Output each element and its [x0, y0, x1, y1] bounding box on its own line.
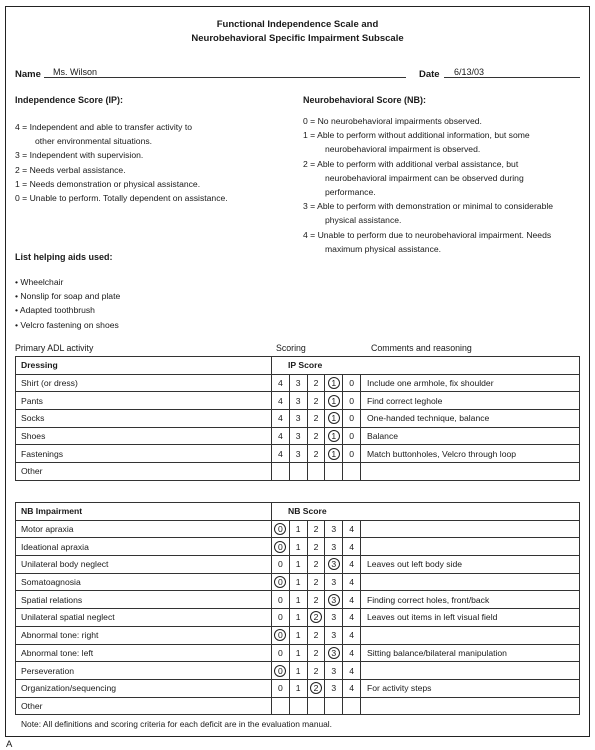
- activity-cell: Abnormal tone: right: [16, 626, 272, 644]
- score-cell: [343, 697, 361, 715]
- comment-cell: [360, 463, 579, 481]
- score-number: 3: [331, 630, 337, 641]
- score-number: 2: [313, 541, 319, 552]
- score-cell: [307, 591, 325, 609]
- score-cell: [343, 662, 361, 680]
- figure-label: A: [6, 739, 13, 750]
- score-cell: [307, 573, 325, 591]
- score-cell: [325, 392, 343, 410]
- ip-line: 1 = Needs demonstration or physical assistance.: [15, 178, 201, 189]
- section-label: Dressing: [16, 357, 272, 375]
- table-row: [16, 679, 580, 697]
- score-number: 2: [313, 413, 319, 424]
- table-row: [16, 520, 580, 538]
- score-cell: [325, 445, 343, 463]
- activity-cell: Ideational apraxia: [16, 538, 272, 556]
- circled-score: 1: [328, 412, 340, 424]
- table-row: [16, 392, 580, 410]
- circled-score: 0: [274, 541, 286, 553]
- score-number: 0: [278, 647, 283, 658]
- score-cell: [289, 591, 307, 609]
- aids-heading: List helping aids used:: [15, 252, 113, 262]
- table-row: [16, 626, 580, 644]
- score-cell: [343, 609, 361, 627]
- score-cell: [289, 697, 307, 715]
- score-cell: [307, 556, 325, 574]
- score-number: 3: [331, 612, 337, 623]
- circled-score: 1: [328, 395, 340, 407]
- score-column-label: IP Score: [272, 357, 580, 375]
- score-number: 3: [331, 577, 337, 588]
- score-cell: [272, 520, 290, 538]
- score-number: 4: [349, 683, 354, 694]
- score-number: 2: [313, 448, 319, 459]
- score-number: 4: [349, 577, 354, 588]
- score-cell: [343, 463, 361, 481]
- score-cell: [325, 538, 343, 556]
- score-cell: [325, 591, 343, 609]
- activity-cell: Spatial relations: [16, 591, 272, 609]
- circled-score: 2: [310, 611, 322, 623]
- score-cell: [325, 609, 343, 627]
- score-number: 4: [349, 559, 354, 570]
- table-row: [16, 609, 580, 627]
- score-cell: [289, 427, 307, 445]
- circled-score: 0: [274, 665, 286, 677]
- aid-item: • Nonslip for soap and plate: [15, 291, 121, 302]
- score-cell: [343, 626, 361, 644]
- score-number: 0: [278, 612, 283, 623]
- section-label: NB Impairment: [16, 503, 272, 521]
- comment-cell: One-handed technique, balance: [360, 410, 579, 428]
- comment-cell: Sitting balance/bilateral manipulation: [360, 644, 579, 662]
- table-header-row: [16, 503, 580, 521]
- score-cell: [272, 427, 290, 445]
- aids-list: [15, 275, 120, 332]
- comment-cell: Balance: [360, 427, 579, 445]
- circled-score: 1: [328, 377, 340, 389]
- score-cell: [343, 392, 361, 410]
- score-number: 2: [313, 630, 319, 641]
- score-number: 2: [313, 378, 319, 389]
- score-cell: [343, 573, 361, 591]
- table-row: [16, 463, 580, 481]
- comment-cell: [360, 538, 579, 556]
- table-row: [16, 410, 580, 428]
- score-number: 3: [295, 448, 301, 459]
- score-number: 1: [295, 594, 301, 605]
- circled-score: 3: [328, 647, 340, 659]
- table-row: [16, 662, 580, 680]
- score-cell: [307, 662, 325, 680]
- comment-cell: Include one armhole, fix shoulder: [360, 374, 579, 392]
- comment-cell: [360, 662, 579, 680]
- nb-line: 4 = Unable to perform due to neurobehavioral impairment. Needs: [303, 229, 552, 240]
- ip-line: 4 = Independent and able to transfer activity to: [15, 122, 193, 132]
- table-row: [16, 556, 580, 574]
- score-cell: [343, 410, 361, 428]
- score-number: 3: [295, 378, 301, 389]
- table-row: [16, 427, 580, 445]
- score-number: 3: [331, 541, 337, 552]
- circled-score: 0: [274, 576, 286, 588]
- activity-cell: Somatoagnosia: [16, 573, 272, 591]
- score-cell: [307, 445, 325, 463]
- score-cell: [343, 644, 361, 662]
- evaluation-note: Note: All definitions and scoring criteria for each deficit are in the evaluation manual.: [21, 719, 332, 729]
- score-cell: [325, 556, 343, 574]
- ip-line: 0 = Unable to perform. Totally dependent on assistance.: [15, 193, 228, 204]
- circled-score: 0: [274, 629, 286, 641]
- score-cell: [289, 556, 307, 574]
- nb-line: 2 = Able to perform with additional verbal assistance, but: [303, 158, 519, 169]
- table-header-row: [16, 357, 580, 375]
- score-number: 4: [349, 612, 354, 623]
- table-row: [16, 573, 580, 591]
- score-cell: [325, 427, 343, 445]
- score-number: 3: [295, 431, 301, 442]
- nb-line: 0 = No neurobehavioral impairments observed.: [303, 116, 482, 126]
- activity-cell: Motor apraxia: [16, 520, 272, 538]
- circled-score: 1: [328, 430, 340, 442]
- score-number: 4: [278, 448, 283, 459]
- score-number: 4: [349, 524, 354, 535]
- table-row: [16, 644, 580, 662]
- score-number: 0: [349, 431, 354, 442]
- score-number: 1: [295, 647, 301, 658]
- score-cell: [307, 392, 325, 410]
- comment-cell: For activity steps: [360, 679, 579, 697]
- score-number: 3: [331, 683, 337, 694]
- activity-cell: Unilateral body neglect: [16, 556, 272, 574]
- score-number: 3: [331, 524, 337, 535]
- name-value: Ms. Wilson: [53, 67, 98, 77]
- activity-cell: Pants: [16, 392, 272, 410]
- form-title-line2: Neurobehavioral Specific Impairment Subscale: [191, 33, 404, 44]
- score-number: 1: [295, 559, 301, 570]
- score-cell: [343, 427, 361, 445]
- comment-cell: Finding correct holes, front/back: [360, 591, 579, 609]
- circled-score: 0: [274, 523, 286, 535]
- score-number: 2: [313, 665, 319, 676]
- score-number: 3: [295, 395, 301, 406]
- score-number: 1: [295, 577, 301, 588]
- name-underline: [44, 77, 406, 78]
- score-cell: [325, 463, 343, 481]
- activity-cell: Unilateral spatial neglect: [16, 609, 272, 627]
- comment-cell: [360, 520, 579, 538]
- score-cell: [325, 697, 343, 715]
- score-cell: [325, 520, 343, 538]
- score-cell: [272, 556, 290, 574]
- score-number: 0: [349, 413, 354, 424]
- activity-cell: Fastenings: [16, 445, 272, 463]
- nb-line: performance.: [325, 187, 376, 198]
- score-cell: [272, 538, 290, 556]
- score-cell: [343, 538, 361, 556]
- score-number: 2: [313, 395, 319, 406]
- aid-item: • Velcro fastening on shoes: [15, 319, 119, 330]
- score-number: 0: [278, 683, 283, 694]
- name-label: Name: [15, 69, 41, 80]
- score-number: 0: [349, 378, 354, 389]
- score-cell: [272, 591, 290, 609]
- circled-score: 3: [328, 558, 340, 570]
- score-cell: [325, 374, 343, 392]
- score-cell: [343, 556, 361, 574]
- ip-heading: Independence Score (IP):: [15, 95, 124, 105]
- score-number: 1: [295, 524, 301, 535]
- score-number: 1: [295, 630, 301, 641]
- score-cell: [272, 697, 290, 715]
- nb-heading: Neurobehavioral Score (NB):: [303, 95, 427, 105]
- score-number: 2: [313, 647, 319, 658]
- date-underline: [444, 77, 580, 78]
- score-cell: [307, 463, 325, 481]
- score-number: 0: [349, 448, 354, 459]
- score-cell: [289, 410, 307, 428]
- score-cell: [289, 609, 307, 627]
- score-cell: [289, 392, 307, 410]
- score-number: 4: [349, 665, 354, 676]
- score-number: 4: [278, 395, 283, 406]
- activity-cell: Shirt (or dress): [16, 374, 272, 392]
- table-row: [16, 697, 580, 715]
- score-cell: [289, 463, 307, 481]
- nb-line: maximum physical assistance.: [325, 243, 442, 254]
- score-number: 4: [349, 541, 354, 552]
- score-number: 0: [278, 559, 283, 570]
- score-number: 1: [295, 612, 301, 623]
- nb-line: physical assistance.: [325, 215, 402, 226]
- circled-score: 2: [310, 682, 322, 694]
- table-row: [16, 445, 580, 463]
- ip-line: 3 = Independent with supervision.: [15, 150, 144, 161]
- score-cell: [307, 626, 325, 644]
- score-cell: [289, 538, 307, 556]
- score-cell: [272, 679, 290, 697]
- score-cell: [272, 410, 290, 428]
- score-cell: [343, 374, 361, 392]
- date-label: Date: [419, 69, 440, 80]
- score-number: 1: [295, 541, 301, 552]
- score-cell: [307, 374, 325, 392]
- score-cell: [307, 427, 325, 445]
- score-number: 0: [278, 594, 283, 605]
- score-cell: [325, 410, 343, 428]
- score-cell: [343, 445, 361, 463]
- score-column-label: NB Score: [272, 503, 580, 521]
- activity-cell: Shoes: [16, 427, 272, 445]
- dressing-score-table: [15, 356, 580, 481]
- score-cell: [307, 538, 325, 556]
- score-cell: [272, 573, 290, 591]
- score-number: 0: [349, 395, 354, 406]
- score-cell: [343, 591, 361, 609]
- score-cell: [307, 520, 325, 538]
- nb-impairment-table: [15, 502, 580, 715]
- score-number: 3: [331, 665, 337, 676]
- col-header-activity: Primary ADL activity: [15, 343, 94, 353]
- circled-score: 1: [328, 448, 340, 460]
- score-number: 4: [349, 647, 354, 658]
- nb-line: 1 = Able to perform without additional information, but some: [303, 130, 530, 141]
- activity-cell: Perseveration: [16, 662, 272, 680]
- comment-cell: Match buttonholes, Velcro through loop: [360, 445, 579, 463]
- score-cell: [272, 626, 290, 644]
- score-cell: [307, 410, 325, 428]
- form-title-line1: Functional Independence Scale and: [216, 19, 379, 30]
- activity-cell: Abnormal tone: left: [16, 644, 272, 662]
- score-cell: [325, 662, 343, 680]
- score-cell: [325, 626, 343, 644]
- score-number: 4: [278, 431, 283, 442]
- score-cell: [272, 609, 290, 627]
- table-row: [16, 591, 580, 609]
- score-cell: [272, 374, 290, 392]
- score-number: 2: [313, 559, 319, 570]
- score-cell: [289, 374, 307, 392]
- score-number: 4: [349, 594, 354, 605]
- score-cell: [307, 609, 325, 627]
- score-cell: [325, 679, 343, 697]
- score-cell: [272, 463, 290, 481]
- score-number: 4: [278, 378, 283, 389]
- nb-definitions: [303, 114, 553, 256]
- aid-item: • Wheelchair: [15, 277, 64, 287]
- ip-line: other environmental situations.: [35, 136, 153, 147]
- score-cell: [325, 644, 343, 662]
- comment-cell: Leaves out items in left visual field: [360, 609, 579, 627]
- comment-cell: Leaves out left body side: [360, 556, 579, 574]
- activity-cell: Organization/sequencing: [16, 679, 272, 697]
- circled-score: 3: [328, 594, 340, 606]
- score-cell: [289, 644, 307, 662]
- score-cell: [289, 520, 307, 538]
- score-number: 2: [313, 577, 319, 588]
- aid-item: • Adapted toothbrush: [15, 305, 95, 316]
- ip-definitions: [15, 120, 228, 205]
- score-cell: [343, 679, 361, 697]
- score-number: 1: [295, 683, 301, 694]
- score-number: 2: [313, 524, 319, 535]
- score-cell: [343, 520, 361, 538]
- nb-line: neurobehavioral impairment can be observed during: [325, 172, 524, 183]
- score-cell: [289, 573, 307, 591]
- col-header-scoring: Scoring: [276, 343, 306, 353]
- nb-line: neurobehavioral impairment is observed.: [325, 144, 481, 155]
- score-cell: [272, 644, 290, 662]
- col-header-comments: Comments and reasoning: [371, 343, 472, 353]
- score-cell: [289, 626, 307, 644]
- activity-cell: Socks: [16, 410, 272, 428]
- activity-cell: Other: [16, 697, 272, 715]
- score-cell: [307, 697, 325, 715]
- score-number: 2: [313, 431, 319, 442]
- table-row: [16, 374, 580, 392]
- score-number: 1: [295, 665, 301, 676]
- comment-cell: [360, 626, 579, 644]
- nb-line: 3 = Able to perform with demonstration or minimal to considerable: [303, 201, 554, 212]
- score-cell: [272, 445, 290, 463]
- score-cell: [325, 573, 343, 591]
- table-row: [16, 538, 580, 556]
- score-cell: [289, 662, 307, 680]
- score-number: 3: [295, 413, 301, 424]
- score-cell: [272, 392, 290, 410]
- score-number: 4: [349, 630, 354, 641]
- comment-cell: [360, 573, 579, 591]
- score-cell: [272, 662, 290, 680]
- comment-cell: [360, 697, 579, 715]
- score-cell: [289, 679, 307, 697]
- score-cell: [289, 445, 307, 463]
- score-number: 4: [278, 413, 283, 424]
- ip-line: 2 = Needs verbal assistance.: [15, 164, 126, 175]
- score-cell: [307, 679, 325, 697]
- score-cell: [307, 644, 325, 662]
- activity-cell: Other: [16, 463, 272, 481]
- score-number: 2: [313, 594, 319, 605]
- comment-cell: Find correct leghole: [360, 392, 579, 410]
- date-value: 6/13/03: [454, 67, 485, 77]
